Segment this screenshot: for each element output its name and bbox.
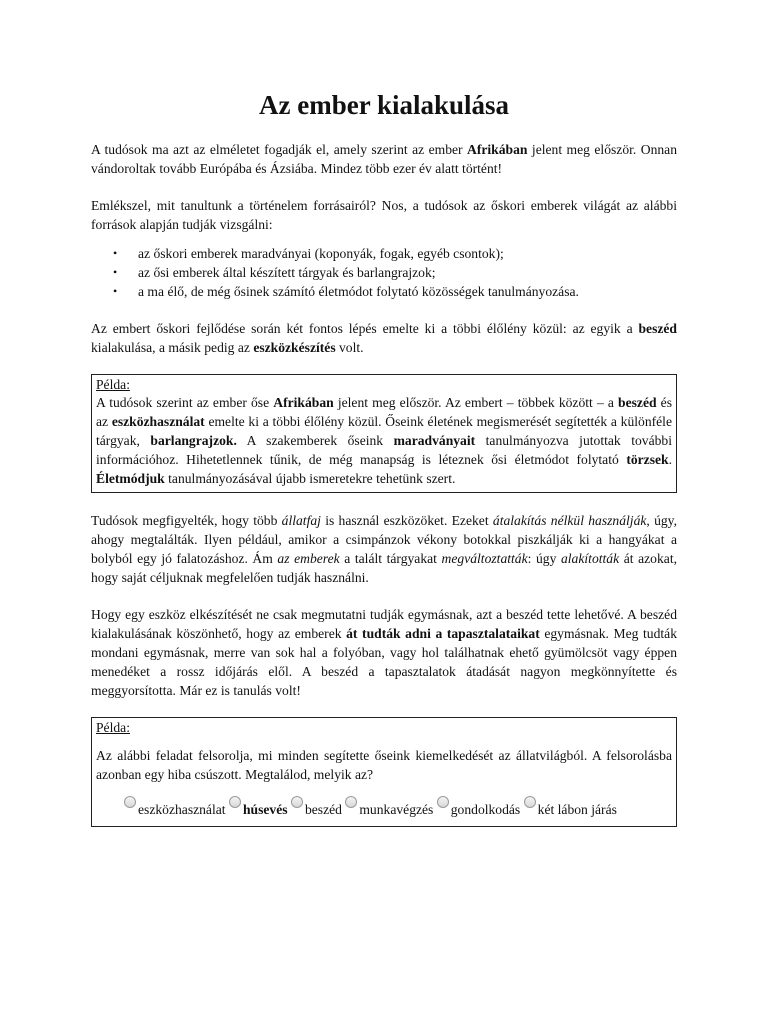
example-summary-text: A tudósok szerint az ember őse Afrikában jelent meg először. Az embert – többek között – a beszéd és az eszközhasználat emelte ki a többi élőlény közül. Őseink életének megismerését segítették a különféle tárgyak, barlangrajzok. A szakemberek őseink maradványait tanulmányozva jutottak további információhoz. Hihetetlennek tűnik, de még manapság is léteznek ősi életmódot folytató törzsek. Életmódjuk tanulmányozásával újabb ismeretekre tehetünk szert.: [96, 395, 672, 486]
example-box-summary: [91, 374, 677, 493]
example-label: Példa:: [96, 377, 130, 392]
option-label: gondolkodás: [450, 802, 521, 817]
radio-option-1[interactable]: [124, 796, 136, 808]
page-title: Az ember kialakulása: [258, 90, 509, 120]
radio-option-5[interactable]: [437, 796, 449, 808]
option-label: munkavégzés: [359, 802, 434, 817]
tools-paragraph: Tudósok megfigyelték, hogy több állatfaj is használ eszközöket. Ezeket átalakítás nélkül használják, úgy, ahogy megtalálták. Ilyen például, amikor a csimpánzok vékony botokkal piszkálják ki a hangyákat a bolyból egy jó falatozáshoz. Ám az emberek a talált tárgyakat megváltoztatták: úgy alakították át azokat, hogy saját céljuknak megfelelően tudják használni.: [91, 513, 677, 585]
document-body: [91, 140, 677, 827]
radio-option-6[interactable]: [524, 796, 536, 808]
radio-option-2[interactable]: [229, 796, 241, 808]
speech-paragraph: Hogy egy eszköz elkészítését ne csak megmutatni tudják egymásnak, azt a beszéd tette lehetővé. A beszéd kialakulásának köszönhető, hogy az emberek át tudták adni a tapasztalataikat egymásnak. Meg tudták mondani egymásnak, merre van sok hal a folyóban, vagy hol találhatnak ehető gyümölcsöt vagy éppen menedéket a rossz időjárás elől. A beszéd a tapasztalatok átadását nagyon megkönnyítette és meggyorsította. Már ez is tanulás volt!: [91, 607, 677, 698]
list-item: • az őskori emberek maradványai (koponyák, fogak, egyéb csontok);: [91, 244, 677, 263]
radio-option-4[interactable]: [345, 796, 357, 808]
sources-intro-paragraph: Emlékszel, mit tanultunk a történelem forrásairól? Nos, a tudósok az őskori emberek világát az alábbi források alapján tudják vizsgálni:: [91, 198, 677, 232]
intro-paragraph: A tudósok ma azt az elméletet fogadják el, amely szerint az ember Afrikában jelent meg először. Onnan vándoroltak tovább Európába és Ázsiába. Mindez több ezer év alatt történt!: [91, 142, 677, 176]
quiz-question: Az alábbi feladat felsorolja, mi minden segítette őseink kiemelkedését az állatvilágból. A felsorolásba azonban egy hiba csúszott. Megtalálod, melyik az?: [96, 748, 672, 782]
option-label: beszéd: [304, 802, 342, 817]
option-label: húsevés: [242, 802, 288, 817]
option-label: eszközhasználat: [138, 802, 226, 817]
list-item: • az ősi emberek által készített tárgyak és barlangrajzok;: [91, 263, 677, 282]
option-label: két lábon járás: [537, 802, 617, 817]
list-item: • a ma élő, de még ősinek számító életmódot folytató közösségek tanulmányozása.: [91, 282, 677, 301]
example-box-quiz: [91, 717, 677, 827]
radio-option-3[interactable]: [291, 796, 303, 808]
sources-list: [91, 244, 677, 301]
example-label: Példa:: [96, 720, 130, 735]
quiz-options: [96, 796, 672, 820]
steps-paragraph: Az embert őskori fejlődése során két fontos lépés emelte ki a többi élőlény közül: az egyik a beszéd kialakulása, a másik pedig az eszközkészítés volt.: [91, 321, 677, 355]
